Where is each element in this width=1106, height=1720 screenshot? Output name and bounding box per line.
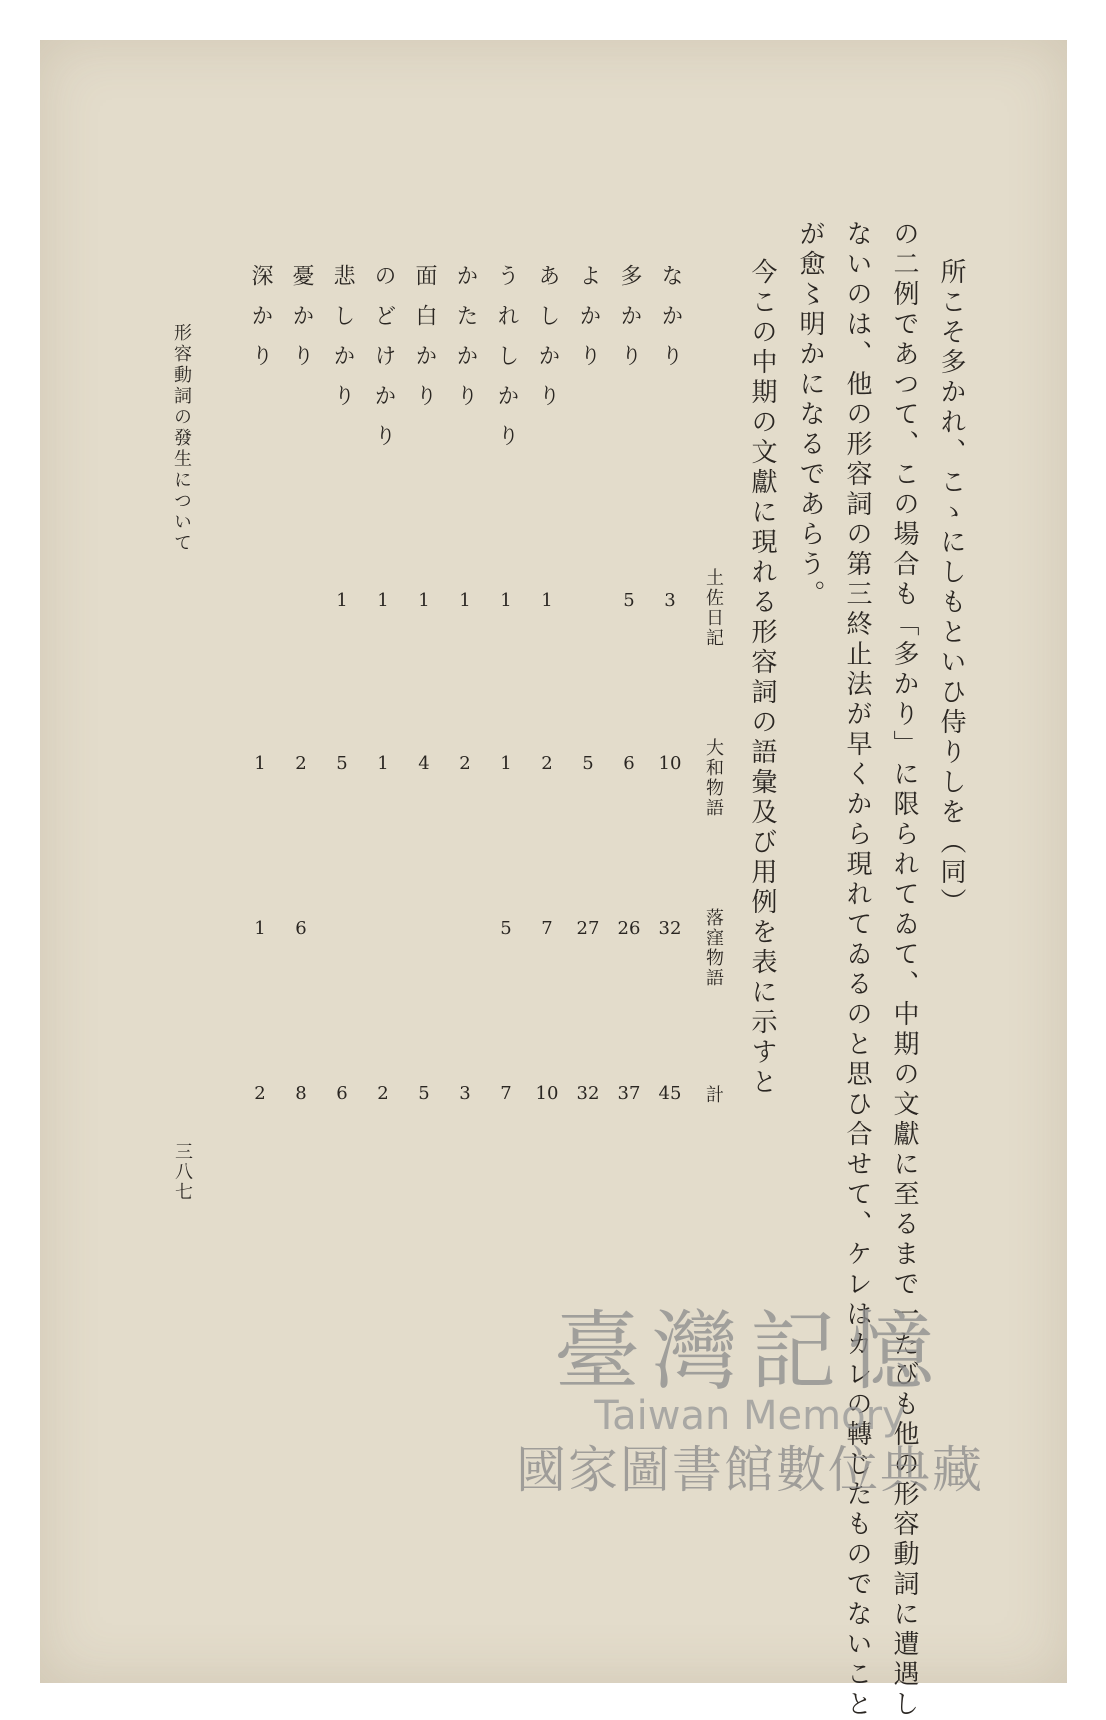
cell-total: 2 — [377, 1083, 389, 1104]
page-number: 三八七 — [172, 1142, 193, 1202]
cell-yamato: 1 — [500, 753, 512, 774]
cell-yamato: 2 — [295, 753, 307, 774]
table-row-word: あしかり — [535, 264, 560, 424]
cell-tosa: 5 — [623, 590, 635, 611]
watermark — [470, 1302, 1030, 1575]
cell-tosa: 1 — [459, 590, 471, 611]
cell-yamato: 5 — [336, 753, 348, 774]
cell-yamato: 1 — [254, 753, 266, 774]
cell-yamato: 2 — [459, 753, 471, 774]
table-row-word: 深かり — [248, 264, 273, 384]
table-row-word: 面白かり — [412, 264, 437, 424]
table-header-total: 計 — [703, 1085, 724, 1105]
cell-tosa: 3 — [664, 590, 676, 611]
cell-ochikubo: 7 — [541, 918, 553, 939]
cell-ochikubo: 32 — [658, 918, 682, 939]
body-line-5: 今この中期の文獻に現れる形容詞の語彙及び用例を表に示すと — [747, 258, 777, 1098]
cell-tosa: 1 — [336, 590, 348, 611]
cell-tosa: 1 — [541, 590, 553, 611]
cell-yamato: 10 — [658, 753, 682, 774]
watermark-chinese: 臺灣記憶 — [554, 1302, 946, 1402]
cell-yamato: 4 — [418, 753, 430, 774]
cell-total: 6 — [336, 1083, 348, 1104]
cell-total: 32 — [576, 1083, 600, 1104]
table-header-tosa: 土佐日記 — [703, 568, 724, 648]
cell-yamato: 1 — [377, 753, 389, 774]
cell-ochikubo: 5 — [500, 918, 512, 939]
table-row-word: かたかり — [453, 264, 478, 424]
cell-ochikubo: 27 — [576, 918, 600, 939]
table-row-word: 憂かり — [289, 264, 314, 384]
table-row-word: 多かり — [617, 264, 642, 384]
body-line-3: ないのは、他の形容詞の第三終止法が早くから現れてゐるのと思ひ合せて、ケレはカレの轉じたものでないこと — [842, 220, 872, 1720]
table-header-ochikubo: 落窪物語 — [703, 908, 724, 988]
cell-yamato: 5 — [582, 753, 594, 774]
table-row-word: よかり — [576, 264, 601, 384]
cell-total: 7 — [500, 1083, 512, 1104]
cell-yamato: 2 — [541, 753, 553, 774]
body-line-2: の二例であつて、この場合も「多かり」に限られてゐて、中期の文獻に至るまで一たびも他の形容動詞に遭遇し — [889, 220, 919, 1720]
cell-total: 5 — [418, 1083, 430, 1104]
table-row-word: なかり — [658, 264, 683, 384]
running-title: 形容動詞の發生について — [171, 323, 192, 554]
cell-total: 2 — [254, 1083, 266, 1104]
cell-total: 3 — [459, 1083, 471, 1104]
cell-total: 8 — [295, 1083, 307, 1104]
cell-tosa: 1 — [500, 590, 512, 611]
cell-total: 45 — [658, 1083, 682, 1104]
table-header-yamato: 大和物語 — [703, 738, 724, 818]
watermark-org: 國家圖書館數位典藏 — [516, 1440, 984, 1499]
table-row-word: 悲しかり — [330, 264, 355, 424]
cell-tosa: 1 — [418, 590, 430, 611]
cell-tosa: 1 — [377, 590, 389, 611]
table-row-word: うれしかり — [494, 264, 519, 464]
cell-total: 37 — [617, 1083, 641, 1104]
body-line-4: が愈〻明かになるであらう。 — [795, 220, 825, 610]
watermark-english: Taiwan Memory — [594, 1392, 906, 1439]
cell-total: 10 — [535, 1083, 559, 1104]
cell-ochikubo: 26 — [617, 918, 641, 939]
cell-ochikubo: 6 — [295, 918, 307, 939]
body-line-1: 所こそ多かれ、こゝにしもといひ侍りしを（同） — [936, 258, 966, 918]
cell-ochikubo: 1 — [254, 918, 266, 939]
table-row-word: のどけかり — [371, 264, 396, 464]
cell-yamato: 6 — [623, 753, 635, 774]
